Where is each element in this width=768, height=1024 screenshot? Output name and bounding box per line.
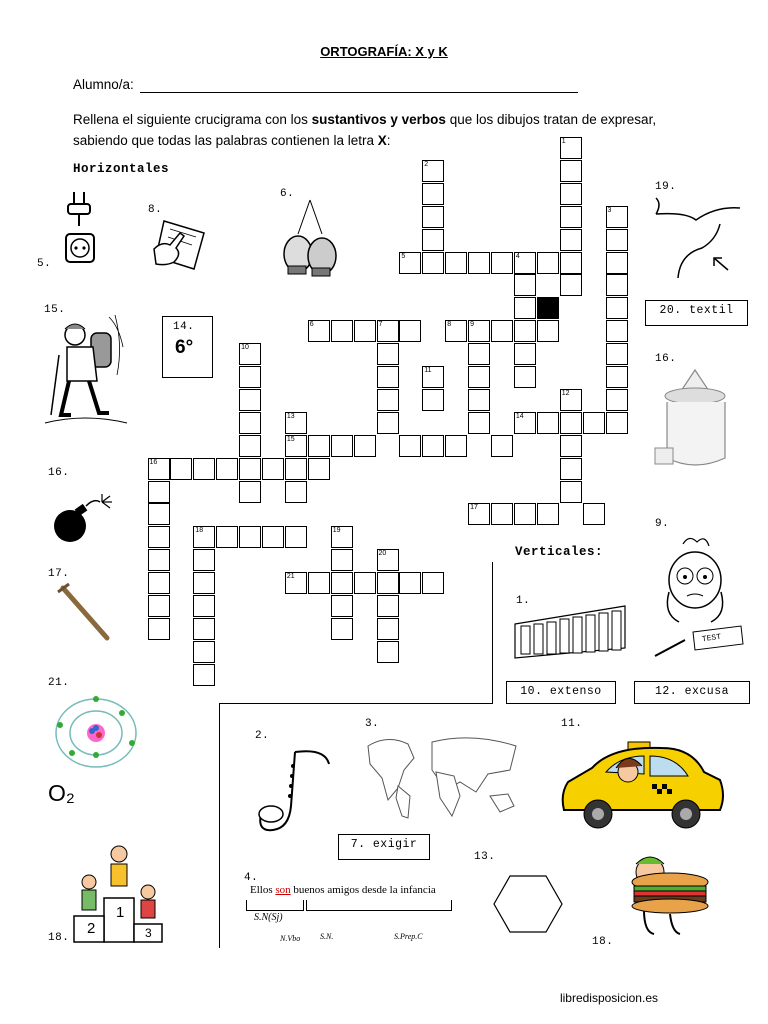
subject-bracket [246,900,304,911]
crossword-cell-number: 8 [447,321,452,329]
crossword-cell[interactable] [468,252,490,274]
crossword-cell[interactable] [422,183,444,205]
clue-number-3: 3. [365,718,380,730]
crossword-cell[interactable] [354,435,376,457]
crossword-cell[interactable] [354,320,376,342]
worksheet-title: ORTOGRAFÍA: X y K [320,44,448,59]
instruction-colon: : [386,133,391,148]
crossword-cell[interactable] [239,435,261,457]
crossword-cell[interactable] [606,252,628,274]
clue-number-19: 19. [655,181,677,193]
crossword-cell[interactable] [422,160,444,182]
crossword-cell[interactable] [537,252,559,274]
crossword-cell[interactable] [216,458,238,480]
crossword-cell[interactable] [331,549,353,571]
crossword-cell[interactable] [537,503,559,525]
sn-label: S.N. [320,932,334,941]
clue-12-box: 12. excusa [634,681,750,704]
crossword-cell[interactable] [606,206,628,228]
crossword-cell[interactable] [377,343,399,365]
crossword-cell[interactable] [606,274,628,296]
sentence-end: buenos amigos desde la infancia [290,884,436,896]
crossword-cell[interactable] [377,595,399,617]
crossword-cell[interactable] [262,526,284,548]
crossword-cell[interactable] [537,412,559,434]
crossword-cell-number: 4 [515,252,520,260]
student-name-line [140,92,578,93]
crossword-cell[interactable] [468,320,490,342]
xylophone-icon [513,604,628,662]
crossword-cell-number: 5 [401,252,406,260]
crossword-cell[interactable] [491,320,513,342]
crossword-cell[interactable] [606,366,628,388]
crossword-cell[interactable] [331,572,353,594]
clue-number-18-right: 18. [592,936,614,948]
crossword-cell[interactable] [262,458,284,480]
hexagon-shape [492,874,564,934]
divider-horizontal [219,703,493,704]
crossword-cell-number: 2 [424,160,429,168]
crossword-cell[interactable] [606,229,628,251]
crossword-cell[interactable] [170,458,192,480]
crossword-cell[interactable] [560,458,582,480]
clue-7-box: 7. exigir [338,834,430,860]
taxi-icon [562,738,726,836]
clue-number-9: 9. [655,518,670,530]
crossword-cell[interactable] [331,435,353,457]
crossword-cell[interactable] [285,458,307,480]
crossword-cell[interactable] [148,572,170,594]
crossword-cell[interactable] [422,229,444,251]
crossword-cell[interactable] [583,503,605,525]
crossword-black-cell [537,297,559,319]
instruction-line2: sabiendo que todas las palabras contienen la letra [73,133,378,148]
crossword-cell[interactable] [560,183,582,205]
clue-number-2: 2. [255,730,270,742]
bomb-icon [52,496,118,546]
crossword-cell[interactable] [377,572,399,594]
student-name-row [73,77,134,92]
crossword-cell[interactable] [399,320,421,342]
nail-icon [55,582,115,644]
clue-number-16-horizontal: 16. [48,467,70,479]
subject-label: S.N(Sj) [254,912,283,923]
crossword-cell[interactable] [148,526,170,548]
crossword-cell[interactable] [239,366,261,388]
crossword-cell[interactable] [354,572,376,594]
clue-14-value: 6° [175,337,194,358]
crossword-cell[interactable] [514,366,536,388]
clue-number-13: 13. [474,851,496,863]
crossword-cell[interactable] [491,252,513,274]
crossword-cell[interactable] [377,412,399,434]
crossword-cell[interactable] [560,481,582,503]
footer-site: libredisposicion.es [559,991,658,1005]
crossword-cell[interactable] [377,366,399,388]
test-label: TEST [701,632,722,645]
instruction-text: Rellena el siguiente crucigrama con los [73,112,312,127]
clue-10-box: 10. extenso [506,681,616,704]
crossword-cell[interactable] [445,320,467,342]
clue-number-15: 15. [44,304,66,316]
instruction-text-cont: que los dibujos tratan de expresar, [445,112,657,127]
crossword-cell[interactable] [560,229,582,251]
crossword-cell[interactable] [331,595,353,617]
crossword-cell[interactable] [514,503,536,525]
crossword-cell[interactable] [606,320,628,342]
clue-number-6: 6. [280,188,295,200]
crossword-cell[interactable] [193,618,215,640]
crossword-cell[interactable] [560,206,582,228]
crossword-cell[interactable] [193,526,215,548]
saxophone-icon [255,748,335,840]
predicate-bracket [306,900,452,911]
instruction-letter: X [377,133,387,148]
crossword-cell[interactable] [468,412,490,434]
crossword-cell[interactable] [377,389,399,411]
clue-20-box: 20. textil [645,300,748,326]
clue-14-box [162,316,213,378]
boxing-gloves-icon [280,200,342,288]
crossword-cell-number: 21 [286,573,295,581]
clue-number-4: 4. [244,872,259,884]
crossword-cell[interactable] [239,343,261,365]
sprep-label: S.Prep.C [394,932,423,941]
crossword-cell[interactable] [308,320,330,342]
nucleus-label: N.Vbo [280,934,301,943]
clue-number-16-vertical: 16. [655,353,677,365]
crossword-cell[interactable] [148,595,170,617]
crossword-cell[interactable] [399,252,421,274]
crossword-cell[interactable] [308,458,330,480]
crossword-cell-number: 17 [470,504,478,512]
crossword-cell[interactable] [560,435,582,457]
crossword-cell[interactable] [468,343,490,365]
crossword-cell[interactable] [193,664,215,686]
crossword-cell[interactable] [537,320,559,342]
crossword-cell[interactable] [491,503,513,525]
student-test-icon [655,532,745,662]
crossword-cell[interactable] [399,435,421,457]
crossword-cell[interactable] [193,549,215,571]
crossword-cell[interactable] [560,412,582,434]
crossword-cell[interactable] [193,595,215,617]
crossword-cell[interactable] [239,412,261,434]
student-label: Alumno/a: [73,77,134,92]
crossword-cell[interactable] [560,274,582,296]
crossword-cell[interactable] [422,572,444,594]
crossword-cell-number: 11 [424,367,432,374]
clue-number-18-left: 18. [48,932,70,944]
clue-number-11: 11. [561,718,583,730]
world-map-icon [362,732,524,824]
crossword-cell[interactable] [560,252,582,274]
divider-vertical-right [492,562,493,704]
crossword-cell[interactable] [468,366,490,388]
crossword-cell[interactable] [148,549,170,571]
crossword-cell[interactable] [606,297,628,319]
crossword-cell[interactable] [377,320,399,342]
crossword-cell[interactable] [606,389,628,411]
horizontales-heading: Horizontales [73,162,170,176]
crossword-cell[interactable] [399,572,421,594]
plug-socket-icon [60,190,100,266]
crossword-cell-number: 6 [309,321,314,329]
crossword-cell[interactable] [514,412,536,434]
crossword-cell-number: 20 [378,550,387,558]
crossword-cell-number: 9 [470,321,474,329]
crossword-cell-number: 16 [149,458,158,466]
clue-14-number: 14. [173,321,195,333]
crossword-cell[interactable] [148,481,170,503]
crossword-cell[interactable] [193,458,215,480]
podium-third: 3 [145,926,152,940]
crossword-cell-number: 7 [378,321,383,329]
crossword-cell[interactable] [308,435,330,457]
instruction-emphasis: sustantivos y verbos [311,112,446,127]
instructions [73,109,698,151]
crossword-cell[interactable] [148,458,170,480]
crossword-cell-number: 3 [607,206,612,214]
oxygen-formula: O₂ [48,780,75,806]
crossword-cell[interactable] [514,297,536,319]
crossword-cell[interactable] [285,412,307,434]
crossword-cell[interactable] [445,435,467,457]
divider-vertical-left [219,703,220,948]
verticales-heading: Verticales: [515,545,604,559]
crossword-cell[interactable] [148,618,170,640]
crossword-cell[interactable] [239,481,261,503]
crossword-cell[interactable] [514,343,536,365]
crossword-cell[interactable] [560,389,582,411]
crossword-cell[interactable] [193,641,215,663]
crossword-cell[interactable] [422,366,444,388]
crossword-cell[interactable] [468,389,490,411]
crossword-cell[interactable] [308,572,330,594]
sentence-start: Ellos [250,884,276,896]
crossword-cell[interactable] [331,526,353,548]
crossword-cell[interactable] [193,572,215,594]
crossword-cell-number: 10 [241,344,249,352]
crossword-cell[interactable] [422,435,444,457]
crossword-cell[interactable] [285,435,307,457]
atom-icon [52,695,140,771]
body-outline-drawing [652,194,742,280]
crossword-cell[interactable] [422,252,444,274]
sentence-analysis-picture [244,880,454,950]
crossword-cell-number: 19 [332,527,341,535]
crossword-cell[interactable] [216,526,238,548]
crossword-cell[interactable] [606,343,628,365]
crossword-cell[interactable] [285,572,307,594]
crossword-cell[interactable] [377,549,399,571]
podium-second: 2 [87,920,96,937]
crossword-cell[interactable] [377,618,399,640]
hiker-icon [45,315,127,430]
crossword-cell[interactable] [491,435,513,457]
crossword-cell[interactable] [422,206,444,228]
crossword-cell[interactable] [239,389,261,411]
crossword-cell[interactable] [148,503,170,525]
podium-first: 1 [116,904,125,921]
crossword-cell[interactable] [445,252,467,274]
crossword-cell[interactable] [560,137,582,159]
crossword-cell-number: 12 [561,389,570,397]
writing-hand-icon [150,215,208,273]
clue-number-5: 5. [37,258,52,270]
crossword-cell[interactable] [514,274,536,296]
crossword-cell[interactable] [331,618,353,640]
clue-number-17: 17. [48,568,70,580]
crossword-cell[interactable] [422,389,444,411]
crossword-cell[interactable] [377,641,399,663]
crossword-cell[interactable] [514,320,536,342]
clue-number-21: 21. [48,677,70,689]
crossword-cell[interactable] [583,412,605,434]
crossword-cell[interactable] [514,252,536,274]
crossword-cell[interactable] [285,481,307,503]
sentence-line [250,884,436,896]
crossword-cell[interactable] [331,320,353,342]
sentence-verb: son [275,884,291,896]
crossword-cell[interactable] [606,412,628,434]
crossword-cell-number: 14 [515,412,524,420]
crossword-cell[interactable] [468,503,490,525]
juicer-icon [655,368,735,476]
clue-number-8: 8. [148,204,163,216]
crossword-cell[interactable] [560,160,582,182]
crossword-cell-number: 18 [195,527,204,535]
crossword-cell[interactable] [239,526,261,548]
crossword-cell-number: 13 [286,412,295,420]
clue-number-1: 1. [516,595,531,607]
crossword-cell[interactable] [239,458,261,480]
crossword-cell[interactable] [285,526,307,548]
crossword-cell-number: 1 [561,138,566,145]
burger-icon [626,854,712,936]
crossword-cell-number: 15 [286,435,295,443]
